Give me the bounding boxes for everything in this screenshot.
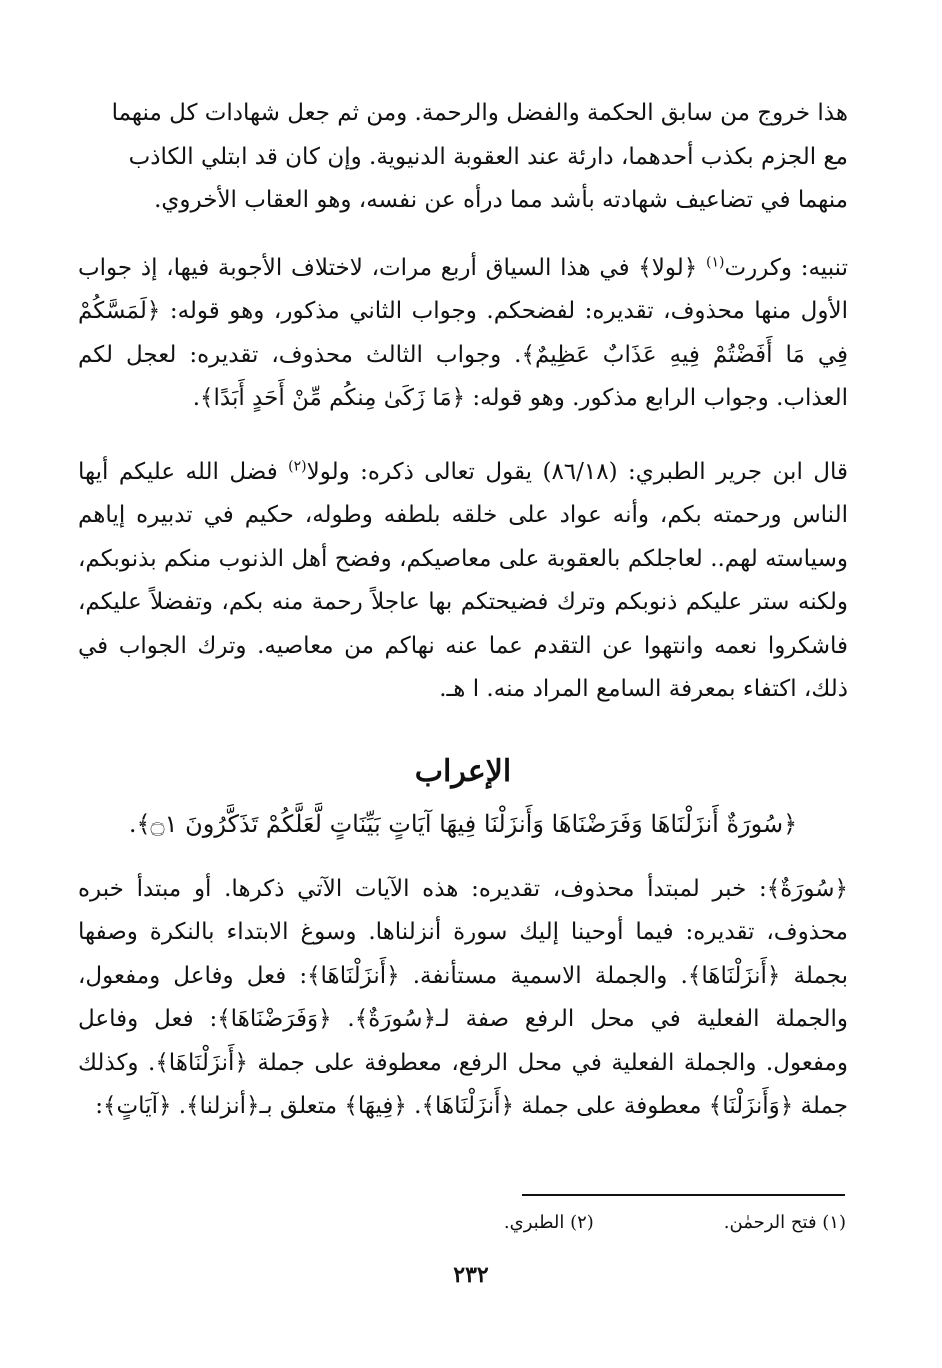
paragraph-3-tabari bbox=[78, 451, 848, 712]
footnote-ref-2[interactable]: (٢) bbox=[288, 457, 307, 474]
paragraph-2-note bbox=[78, 247, 848, 421]
quran-verse: ﴿سُورَةٌ أَنزَلْنَاهَا وَفَرَضْنَاهَا وَأَنزَلْنَا فِيهَا آيَاتٍ بَيِّنَاتٍ لَّعَلَّكُمْ تَذَكَّرُونَ ۝١﴾. bbox=[128, 809, 798, 838]
quote-lead: قال ابن جرير الطبري: (٨٦/١٨) يقول تعالى ذكره: ولولا bbox=[306, 458, 848, 485]
text-line: مع الجزم بكذب أحدهما، دارئة عند العقوبة الدنيوية. وإن كان قد ابتلي الكاذب bbox=[128, 143, 848, 170]
footnotes bbox=[504, 1208, 846, 1238]
footnote-1: (١) فتح الرحمٰن. bbox=[723, 1212, 846, 1233]
note-text: ﴿لولا﴾ في هذا السياق أربع مرات، لاختلاف الأجوبة فيها، إذ جواب الأول منها محذوف، تقديره: لفضحكم. وجواب الثاني مذكور، وهو قوله: ﴿لَمَسَّكُمْ فِي مَا أَفَضْتُمْ فِيهِ عَذَابٌ عَظِيمٌ﴾. وجواب الثالث محذوف، تقديره: لعجل لكم العذاب. وجواب الرابع مذكور. وهو قوله: ﴿مَا زَكَىٰ مِنكُم مِّنْ أَحَدٍ أَبَدًا﴾. bbox=[78, 254, 848, 411]
footnote-divider bbox=[522, 1194, 845, 1196]
text-line: منهما في تضاعيف شهادته بأشد مما درأه عن نفسه، وهو العقاب الأخروي. bbox=[154, 187, 848, 213]
paragraph-4-grammar bbox=[78, 868, 848, 1129]
footnote-ref-1[interactable]: (١) bbox=[705, 253, 725, 270]
footnote-2: (٢) الطبري. bbox=[503, 1212, 594, 1233]
quote-text: فضل الله عليكم أيها الناس ورحمته بكم، وأنه عواد على خلقه بلطفه وطوله، حكيم في تدبيره إياهم وسياسته لهم.. لعاجلكم بالعقوبة على معاصيكم، وفضح أهل الذنوب منكم بذنوبكم، ولكنه ستر عليكم ذنوبكم وترك فضيحتكم بها عاجلاً رحمة منه بكم، وتفضلاً عليكم، فاشكروا نعمه وانتهوا عن التقدم عما عنه نهاكم من معاصيه. وترك الجواب في ذلك، اكتفاء بمعرفة السامع المراد منه. ا هـ. bbox=[78, 458, 848, 702]
paragraph-1 bbox=[78, 92, 848, 223]
page-body bbox=[78, 92, 848, 1129]
text-line: هذا خروج من سابق الحكمة والفضل والرحمة. ومن ثم جعل شهادات كل منهما bbox=[111, 100, 848, 126]
note-lead: تنبيه: وكررت bbox=[724, 254, 848, 281]
section-heading: الإعراب bbox=[414, 753, 512, 789]
grammar-text: ﴿سُورَةٌ﴾: خبر لمبتدأ محذوف، تقديره: هذه الآيات الآتي ذكرها. أو مبتدأ خبره محذوف، تقديره: فيما أوحينا إليك سورة أنزلناها. وسوغ الابتداء بالنكرة وصفها بجملة ﴿أَنزَلْنَاهَا﴾. والجملة الاسمية مستأنفة. ﴿أَنزَلْنَاهَا﴾: فعل وفاعل ومفعول، والجملة الفعلية في محل الرفع صفة لـ﴿سُورَةٌ﴾. ﴿وَفَرَضْنَاهَا﴾: فعل وفاعل ومفعول. والجملة الفعلية في محل الرفع، معطوفة على جملة ﴿أَنزَلْنَاهَا﴾. وكذلك جملة ﴿وَأَنزَلْنَا﴾ معطوفة على جملة ﴿أَنزَلْنَاهَا﴾. ﴿فِيهَا﴾ متعلق بـ﴿أنزلنا﴾. ﴿آيَاتٍ﴾: bbox=[78, 875, 848, 1119]
page-number: ٢٣٢ bbox=[453, 1262, 489, 1288]
